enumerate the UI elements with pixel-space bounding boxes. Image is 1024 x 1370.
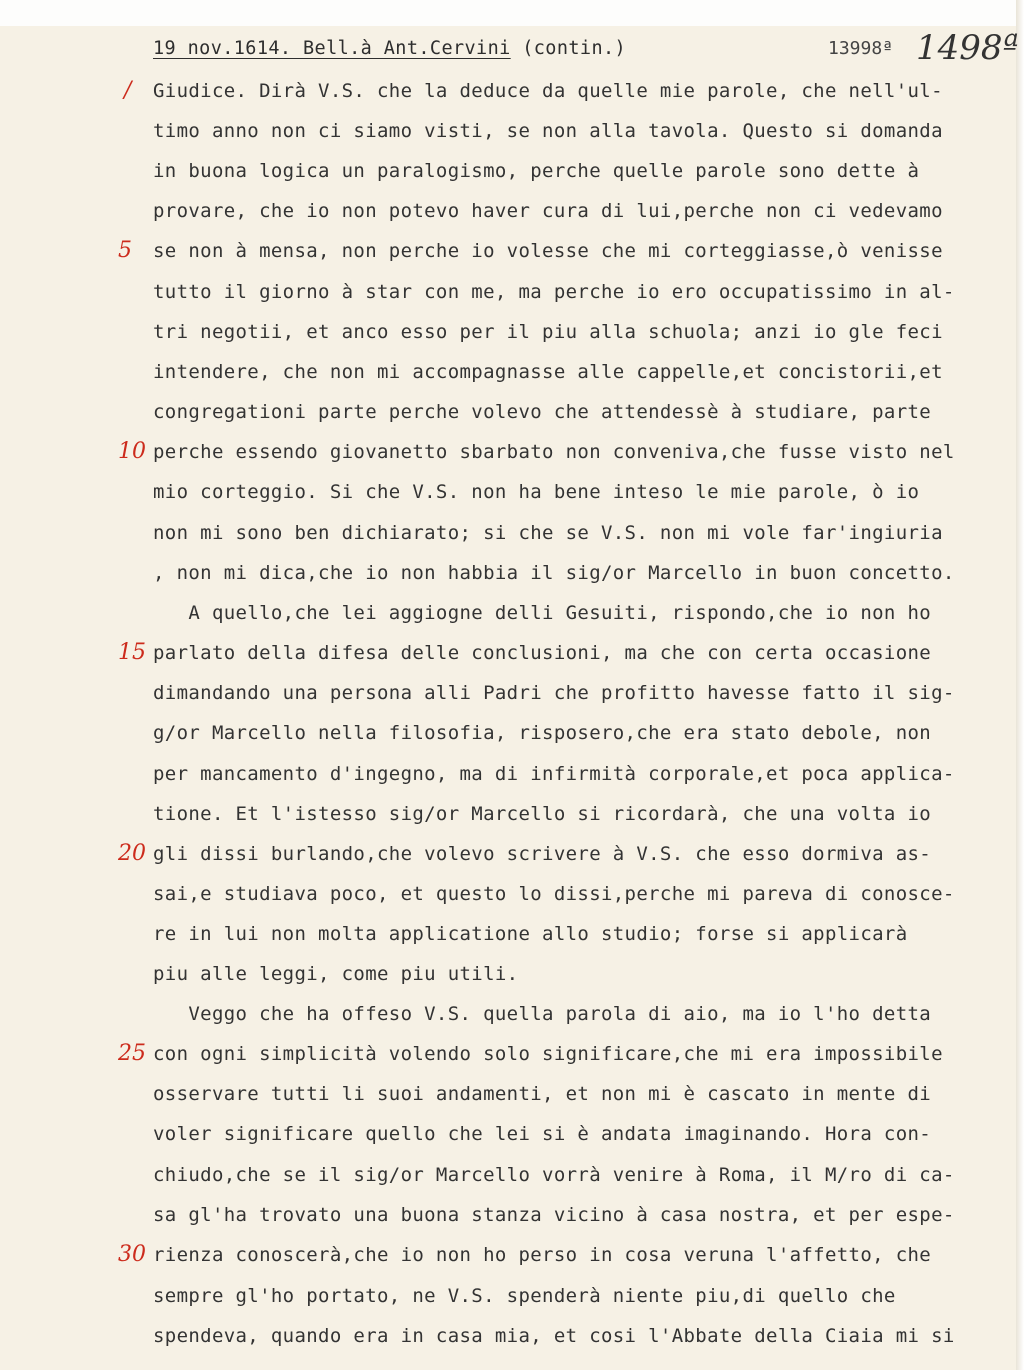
archive-stamp-number: 13998ª xyxy=(828,38,894,59)
text-line-22: re in lui non molta applicatione allo studio; forse si applicarà xyxy=(153,923,908,945)
text-line-26: osservare tutti li suoi andamenti, et non mi è cascato in mente di xyxy=(153,1083,932,1105)
text-line-16: dimandando una persona alli Padri che profitto havesse fatto il sig- xyxy=(153,682,955,704)
text-line-29: sa gl'ha trovato una buona stanza vicino à casa nostra, et per espe- xyxy=(153,1204,955,1226)
header-title: 19 nov.1614. Bell.à Ant.Cervini xyxy=(153,38,511,59)
text-line-19: tione. Et l'istesso sig/or Marcello si ricordarà, che una volta io xyxy=(153,803,932,825)
text-line-9: congregationi parte perche volevo che attendessè à studiare, parte xyxy=(153,401,932,423)
text-line-1: Giudice. Dirà V.S. che la deduce da quelle mie parole, che nell'ul- xyxy=(153,80,943,102)
text-line-5: se non à mensa, non perche io volesse che mi corteggiasse,ò venisse xyxy=(153,240,943,262)
text-line-4: provare, che io non potevo haver cura di lui,perche non ci vedevamo xyxy=(153,200,943,222)
text-line-13: , non mi dica,che io non habbia il sig/or Marcello in buon concetto. xyxy=(153,562,955,584)
text-line-24: Veggo che ha offeso V.S. quella parola di aio, ma io l'ho detta xyxy=(153,1003,932,1025)
text-line-2: timo anno non ci siamo visti, se non alla tavola. Questo si domanda xyxy=(153,120,943,142)
text-line-15: parlato della difesa delle conclusioni, ma che con certa occasione xyxy=(153,642,932,664)
margin-line-mark-15: 15 xyxy=(118,640,146,665)
margin-line-mark-25: 25 xyxy=(118,1041,146,1066)
text-line-12: non mi sono ben dichiarato; si che se V.S. non mi vole far'ingiuria xyxy=(153,522,943,544)
text-line-21: sai,e studiava poco, et questo lo dissi,perche mi pareva di conosce- xyxy=(153,883,955,905)
margin-line-mark-20: 20 xyxy=(118,841,146,866)
text-line-3: in buona logica un paralogismo, perche quelle parole sono dette à xyxy=(153,160,920,182)
handwritten-folio-number: 1498ª xyxy=(916,28,1019,68)
text-line-17: g/or Marcello nella filosofia, risposero,che era stato debole, non xyxy=(153,722,932,744)
text-line-23: piu alle leggi, come piu utili. xyxy=(153,963,519,985)
page-header xyxy=(153,38,626,59)
text-line-32: spendeva, quando era in casa mia, et cosi l'Abbate della Ciaia mi si xyxy=(153,1325,955,1347)
margin-line-mark-30: 30 xyxy=(118,1242,146,1267)
header-continuation: (contin.) xyxy=(522,38,627,59)
text-line-14: A quello,che lei aggiogne delli Gesuiti, rispondo,che io non ho xyxy=(153,602,932,624)
text-line-27: voler significare quello che lei si è andata imaginando. Hora con- xyxy=(153,1123,932,1145)
text-line-20: gli dissi burlando,che volevo scrivere à V.S. che esso dormiva as- xyxy=(153,843,932,865)
text-line-18: per mancamento d'ingegno, ma di infirmità corporale,et poca applica- xyxy=(153,763,955,785)
text-line-30: rienza conoscerà,che io non ho perso in cosa veruna l'affetto, che xyxy=(153,1244,932,1266)
text-line-7: tri negotii, et anco esso per il piu alla schuola; anzi io gle feci xyxy=(153,321,943,343)
text-line-6: tutto il giorno à star con me, ma perche io ero occupatissimo in al- xyxy=(153,281,955,303)
margin-line-mark-5: 5 xyxy=(118,238,132,263)
text-line-28: chiudo,che se il sig/or Marcello vorrà venire à Roma, il M/ro di ca- xyxy=(153,1164,955,1186)
text-line-8: intendere, che non mi accompagnasse alle cappelle,et concistorii,et xyxy=(153,361,943,383)
text-line-25: con ogni simplicità volendo solo significare,che mi era impossibile xyxy=(153,1043,943,1065)
scan-right-edge xyxy=(1016,0,1024,1370)
text-line-10: perche essendo giovanetto sbarbato non conveniva,che fusse visto nel xyxy=(153,441,955,463)
text-line-11: mio corteggio. Si che V.S. non ha bene inteso le mie parole, ò io xyxy=(153,481,920,503)
scan-top-edge xyxy=(0,0,1024,26)
margin-line-mark-10: 10 xyxy=(118,439,146,464)
margin-line-mark-1: / xyxy=(124,78,132,103)
text-line-31: sempre gl'ho portato, ne V.S. spenderà niente piu,di quello che xyxy=(153,1285,896,1307)
